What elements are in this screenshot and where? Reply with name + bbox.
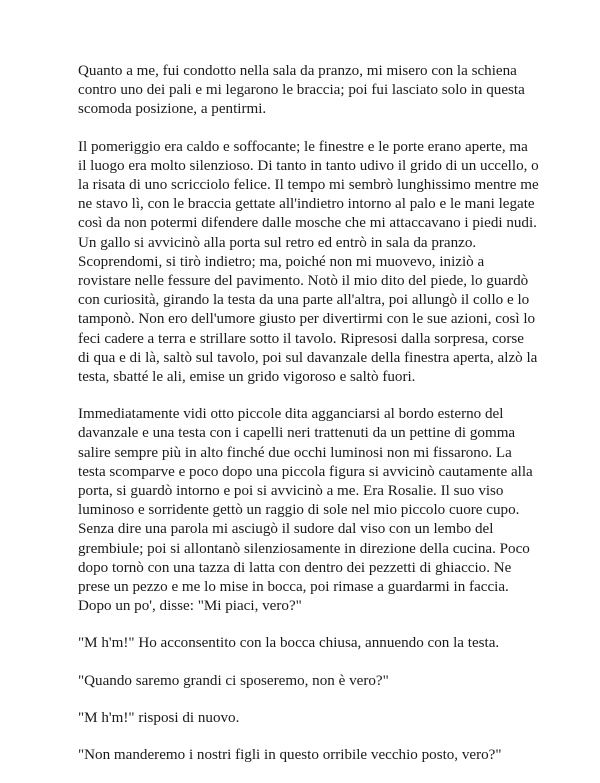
text-line: così da non potermi difendere dalle mosche che mi attaccavano i piedi nudi. xyxy=(78,215,537,232)
document-page xyxy=(78,62,543,783)
text-line: Immediatamente vidi otto piccole dita agganciarsi al bordo esterno del xyxy=(78,406,504,423)
text-line: scomoda posizione, a pentirmi. xyxy=(78,101,267,118)
text-line: il luogo era molto silenzioso. Di tanto in tanto udivo il grido di un uccello, o xyxy=(78,157,539,174)
text-line: porta, si guardò intorno e poi si avvicinò a me. Era Rosalie. Il suo viso xyxy=(78,483,504,500)
text-line: prese un pezzo e me lo mise in bocca, poi rimase a guardarmi in faccia. xyxy=(78,579,509,596)
text-line: grembiule; poi si allontanò silenziosamente in direzione della cucina. Poco xyxy=(78,540,530,557)
paragraph xyxy=(78,62,543,120)
text-line: Il pomeriggio era caldo e soffocante; le finestre e le porte erano aperte, ma xyxy=(78,138,528,155)
text-line: "Non manderemo i nostri figli in questo orribile vecchio posto, vero?" xyxy=(78,747,502,764)
text-line: Dopo un po', disse: "Mi piaci, vero?" xyxy=(78,598,302,615)
text-line: "M h'm!" Ho acconsentito con la bocca chiusa, annuendo con la testa. xyxy=(78,635,500,652)
text-line: "M h'm!" risposi di nuovo. xyxy=(78,709,240,726)
text-line: luminoso e sorridente gettò un raggio di sole nel mio piccolo cuore cupo. xyxy=(78,502,520,519)
text-line: testa scomparve e poco dopo una piccola figura si avvicinò cautamente alla xyxy=(78,463,533,480)
text-line: dopo tornò con una tazza di latta con dentro dei pezzetti di ghiaccio. Ne xyxy=(78,559,512,576)
text-line: testa, sbatté le ali, emise un grido vigoroso e saltò fuori. xyxy=(78,369,416,386)
paragraph xyxy=(78,634,543,653)
text-line: feci cadere a terra e strillare sotto il tavolo. Ripresosi dalla sorpresa, corse xyxy=(78,330,524,347)
text-line: Quanto a me, fui condotto nella sala da pranzo, mi misero con la schiena xyxy=(78,63,517,79)
text-line: Scoprendomi, si tirò indietro; ma, poiché non mi muovevo, iniziò a xyxy=(78,253,485,270)
text-line: ne stavo lì, con le braccia gettate all'indietro intorno al palo e le mani legate xyxy=(78,196,535,213)
text-line: "Quando saremo grandi ci sposeremo, non è vero?" xyxy=(78,672,389,689)
text-line: la risata di uno scricciolo felice. Il tempo mi sembrò lunghissimo mentre me xyxy=(78,177,539,194)
text-line: con curiosità, girando la testa da una parte all'altra, poi allungò il collo e lo xyxy=(78,292,530,309)
text-line: contro uno dei pali e mi legarono le braccia; poi fui lasciato solo in questa xyxy=(78,82,525,99)
paragraph xyxy=(78,709,543,728)
text-line: Un gallo si avvicinò alla porta sul retro ed entrò in sala da pranzo. xyxy=(78,234,477,251)
paragraph xyxy=(78,746,543,765)
paragraph xyxy=(78,405,543,616)
text-line: salire sempre più in alto finché due occhi luminosi non mi fissarono. La xyxy=(78,444,512,461)
paragraph xyxy=(78,138,543,388)
text-line: rovistare nelle fessure del pavimento. Notò il mio dito del piede, lo guardò xyxy=(78,273,529,290)
text-line: davanzale e una testa con i capelli neri trattenuti da un pettine di gomma xyxy=(78,425,516,442)
text-line: Senza dire una parola mi asciugò il sudore dal viso con un lembo del xyxy=(78,521,494,538)
text-line: di qua e di là, saltò sul tavolo, poi sul davanzale della finestra aperta, alzò la xyxy=(78,349,538,366)
paragraph xyxy=(78,672,543,691)
text-line: tamponò. Non ero dell'umore giusto per divertirmi con le sue azioni, così lo xyxy=(78,311,536,328)
